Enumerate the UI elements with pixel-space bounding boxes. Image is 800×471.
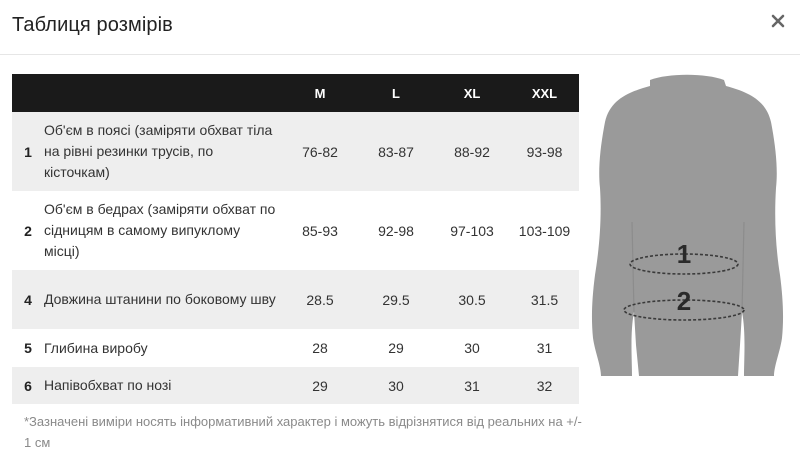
- table-row: [12, 112, 579, 191]
- cell-value: 30: [464, 340, 480, 356]
- row-description: Об'єм в бедрах (заміряти обхват по сідницям в самому випуклому місці): [44, 201, 276, 259]
- table-row: [12, 329, 579, 367]
- cell-value: 85-93: [302, 222, 338, 239]
- cell-value: 28: [312, 340, 328, 356]
- waist-label: 1: [676, 239, 692, 269]
- body-measurement-figure: [588, 70, 788, 380]
- modal-header: [0, 0, 800, 55]
- cell-value: 103-109: [518, 222, 571, 239]
- row-number: 6: [12, 367, 44, 404]
- body-silhouette: [588, 70, 788, 380]
- cell-value: 93-98: [510, 112, 579, 191]
- cell-value: 31: [536, 340, 553, 356]
- row-number: 2: [24, 222, 32, 239]
- cell-value: 92-98: [378, 222, 414, 239]
- table-header-row: [12, 74, 579, 112]
- hip-label: 2: [676, 286, 692, 316]
- disclaimer-note: *Зазначені виміри носять інформативний характер і можуть відрізнятися від реальних на +/- 1 см: [24, 414, 582, 450]
- column-header-xl: XL: [434, 74, 510, 112]
- cell-value: 29.5: [358, 270, 434, 329]
- table-row: [12, 191, 579, 270]
- cell-value: 88-92: [434, 112, 510, 191]
- row-description: Глибина виробу: [44, 339, 148, 356]
- cell-value: 76-82: [282, 112, 358, 191]
- column-header: [12, 74, 44, 112]
- column-header-m: M: [282, 74, 358, 112]
- cell-value: 30: [358, 367, 434, 404]
- cell-value: 28.5: [282, 270, 358, 329]
- cell-value: 97-103: [450, 222, 494, 239]
- cell-value: 29: [388, 340, 404, 356]
- row-number: 4: [12, 270, 44, 329]
- cell-value: 30.5: [434, 270, 510, 329]
- cell-value: 32: [510, 367, 579, 404]
- table-row: [12, 367, 579, 404]
- close-icon[interactable]: [768, 11, 788, 31]
- column-header-xxl: XXL: [510, 74, 579, 112]
- row-number: 1: [12, 112, 44, 191]
- row-number: 5: [24, 340, 32, 356]
- column-header-l: L: [358, 74, 434, 112]
- modal-title: Таблиця розмірів: [12, 14, 173, 36]
- row-description: Об'єм в поясі (заміряти обхват тіла на рівні резинки трусів, по кісточкам): [44, 112, 282, 191]
- cell-value: 31: [434, 367, 510, 404]
- column-header: [44, 74, 282, 112]
- cell-value: 83-87: [358, 112, 434, 191]
- table-row: [12, 270, 579, 329]
- row-description: Напівобхват по нозі: [44, 367, 282, 404]
- cell-value: 29: [282, 367, 358, 404]
- size-table: [12, 74, 579, 404]
- row-description: Довжина штанини по боковому шву: [44, 270, 282, 329]
- cell-value: 31.5: [510, 270, 579, 329]
